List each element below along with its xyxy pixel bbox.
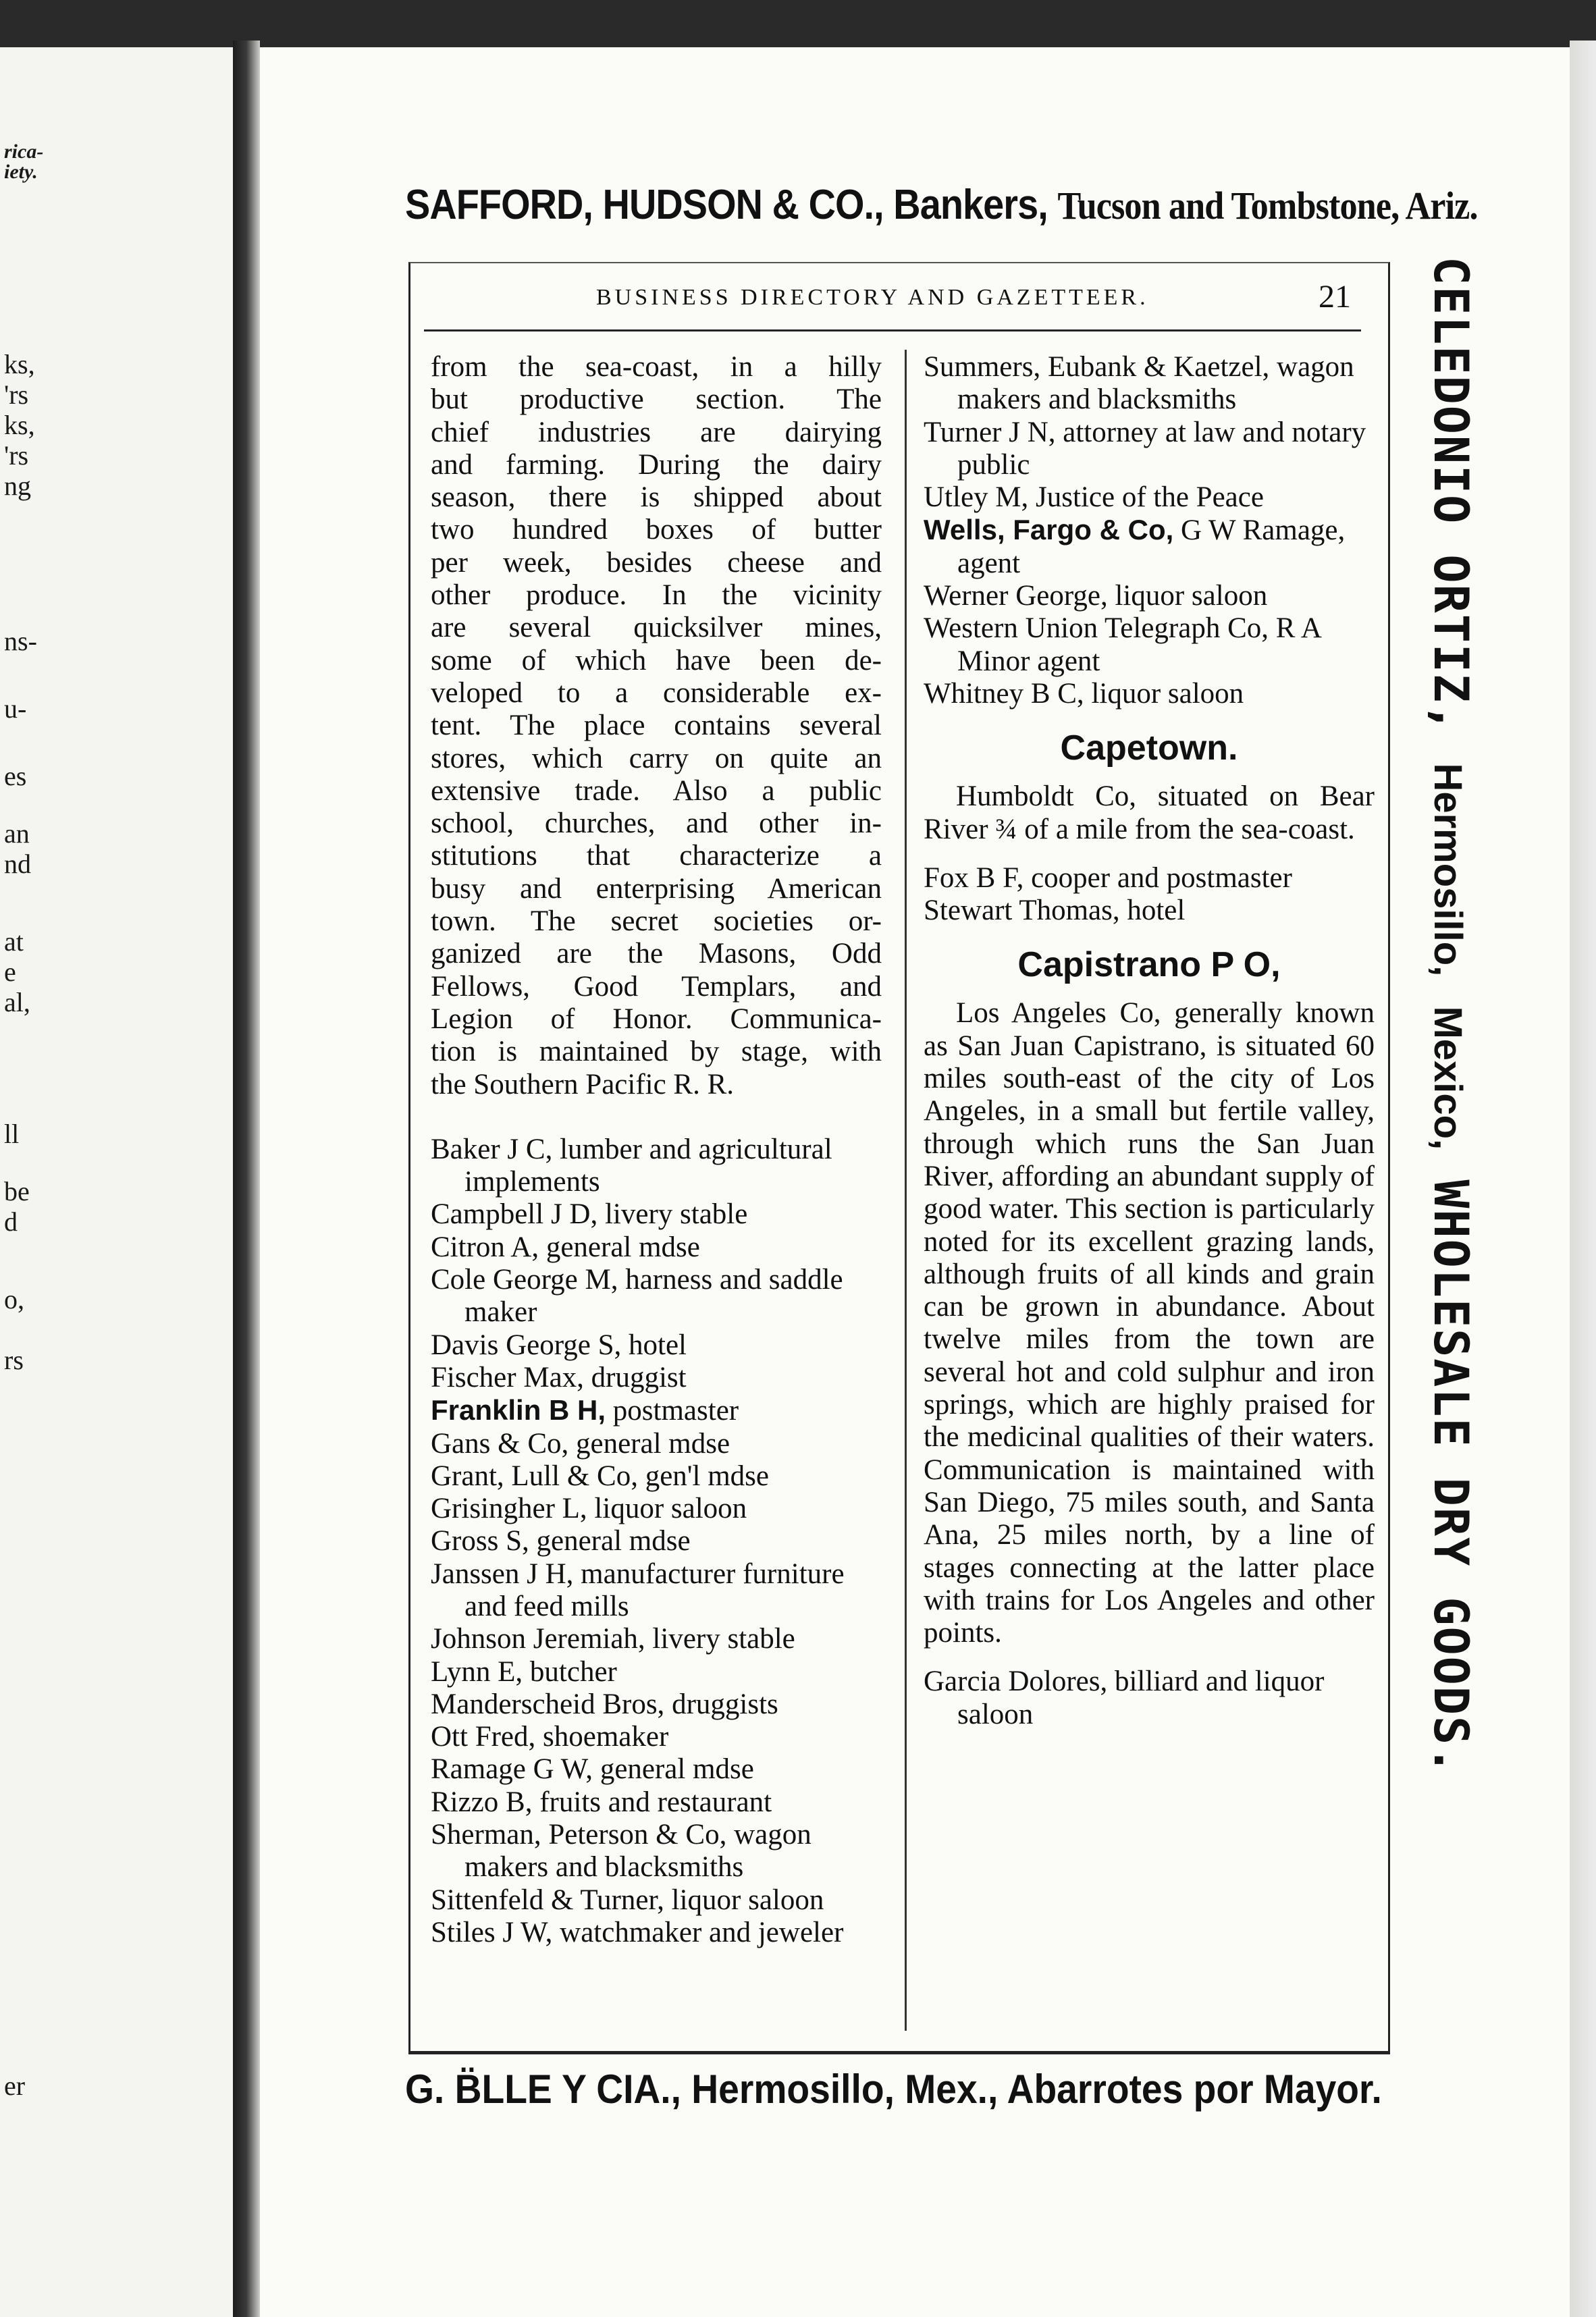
left-page-fragment: d [4,1206,18,1237]
entry-name: Lynn E, [431,1655,523,1688]
entry-name: Johnson Jeremiah, [431,1623,645,1655]
page-title: BUSINESS DIRECTORY AND GAZETTEER. [596,285,1149,310]
entry-description: shoemaker [535,1721,669,1753]
directory-entry [431,1134,882,1199]
intro-line: busy and enterprising American [431,872,882,905]
left-page-fragment: at [4,926,24,957]
top-advertisement [405,181,1478,248]
entry-name: Manderscheid Bros, [431,1688,665,1720]
entry-name: Janssen J H, [431,1557,574,1590]
intro-line: Legion of Honor. Communica- [431,1003,882,1035]
entry-description: livery stable [645,1623,795,1655]
entry-description: fruits and restaurant [532,1786,772,1818]
left-page-fragment: 'rs [4,440,29,471]
directory-entry [431,1394,882,1427]
page-number: 21 [1319,279,1351,315]
entry-description: liquor saloon [1084,677,1244,710]
entry-description: general mdse [539,1231,700,1263]
side-ad-business: WHOLESALE DRY GOODS. [1423,1179,1479,1776]
entry-description: butcher [523,1655,617,1688]
intro-line: but productive section. The [431,383,882,416]
entry-description: postmaster [606,1395,739,1427]
entry-description: watchmaker and jeweler [552,1916,844,1948]
directory-entry [431,1917,882,1949]
entry-name: Ramage G W, [431,1753,593,1786]
entry-name: Ott Fred, [431,1721,536,1753]
page-header [410,263,1388,331]
left-page-fragment: ks, [4,410,35,440]
entry-description: wagon makers and blacksmiths [464,1819,812,1884]
left-page-fragment: o, [4,1284,24,1314]
directory-frame [408,262,1390,2054]
intro-line: chief industries are dairying [431,416,882,448]
directory-entry [431,1786,882,1819]
directory-entry [924,678,1375,710]
intro-line: extensive trade. Also a public [431,774,882,807]
entry-name: Werner George, [924,580,1108,612]
left-page-fragment: ns- [4,626,37,656]
entry-description: billiard and liquor saloon [957,1666,1325,1730]
side-ad-city: Hermosillo, [1426,763,1470,977]
directory-entry [431,1460,882,1493]
entry-description: livery stable [597,1198,748,1231]
capistrano-entries-list [924,1666,1375,1731]
left-page-fragment: e [4,957,16,987]
entry-name: Whitney B C, [924,677,1084,710]
entry-description: cooper and postmaster [1023,861,1292,894]
column-divider [905,350,907,2031]
left-page-fragment: an [4,818,30,849]
capetown-entries-list [924,862,1375,928]
entry-description: R A Minor agent [957,612,1321,677]
directory-entry [431,1656,882,1688]
entry-name: Western Union Telegraph Co, [924,612,1269,645]
side-advertisement [1418,257,1479,2079]
left-page-fragment: nd [4,849,31,879]
directory-entry [431,1753,882,1786]
entry-description: general mdse [593,1753,754,1786]
entry-name: Franklin B H, [431,1394,606,1427]
left-page-fragment: ks, [4,349,35,379]
entry-name: Summers, Eubank & Kaetzel, [924,351,1270,383]
intro-line: tion is maintained by stage, with [431,1036,882,1068]
entry-name: Cole George M, [431,1264,618,1296]
right-page-edge [1570,41,1596,2317]
entry-name: Turner J N, [924,416,1056,448]
left-page-fragment: es [4,761,27,791]
header-rule [424,329,1361,331]
entry-description: attorney at law and notary public [957,416,1366,481]
directory-entry [431,1231,882,1264]
left-page-edge [0,47,233,2317]
entry-name: Citron A, [431,1231,539,1263]
entry-name: Rizzo B, [431,1786,533,1818]
left-page-fragment: 'rs [4,379,29,410]
intro-line: from the sea-coast, in a hilly [431,351,882,383]
entry-description: hotel [621,1329,687,1361]
directory-entry [431,1493,882,1525]
entry-name: Gross S, [431,1525,529,1557]
left-column [431,351,882,1949]
intro-line: Fellows, Good Templars, and [431,970,882,1003]
entry-name: Fox B F, [924,861,1024,894]
directory-entry [431,1558,882,1624]
entry-name: Garcia Dolores, [924,1666,1108,1698]
entry-description: general mdse [529,1525,691,1557]
entry-name: Grant, Lull & Co, [431,1460,638,1492]
left-page-fragment: ll [4,1119,20,1149]
intro-line: are several quicksilver mines, [431,612,882,644]
left-page-fragment: al, [4,987,30,1017]
left-page-fragment: ng [4,471,31,501]
right-entries-list [924,351,1375,710]
intro-line: per week, besides cheese and [431,546,882,579]
intro-line: the Southern Pacific R. R. [431,1068,735,1100]
entry-description: Justice of the Peace [1028,481,1264,514]
directory-entry [924,862,1375,895]
entry-name: Wells, Fargo & Co, [924,514,1174,546]
directory-entry [431,1623,882,1655]
entry-description: lumber and agricultural implements [464,1133,832,1198]
entry-description: liquor saloon [587,1493,747,1525]
left-page-fragment: er [4,2071,26,2101]
entry-description: druggists [664,1688,778,1720]
entry-name: Sittenfeld & Turner, [431,1884,664,1916]
intro-line: veloped to a considerable ex- [431,676,882,709]
directory-entry [924,1666,1375,1731]
entry-description: hotel [1119,895,1186,927]
entry-description: harness and saddle maker [464,1264,843,1329]
intro-line: season, there is shipped about [431,481,882,514]
capistrano-description: Los Angeles Co, generally known as San Juan Capistrano, is situated 60 miles south-east of the city of Los Angeles, in a small but fertile valley, through which runs the San Juan River, affording an abundant supply of good water. This section is particularly noted for its excellent grazing lands, although fruits of all kinds and grain can be grown in abundance. About twelve miles from the town are several hot and cold sulphur and iron springs, which are highly praised for the medicinal qualities of their waters. Communication is maintained with San Diego, 75 miles south, and Santa Ana, 25 miles north, by a line of stages connecting at the latter place with trains for Los Angeles and other points. [924,997,1375,1649]
entry-name: Utley M, [924,481,1029,514]
intro-line: and farming. During the dairy [431,448,882,481]
left-page-fragment: u- [4,693,27,724]
bottom-advertisement: G. B̈LLE Y CIA., Hermosillo, Mex., Abarrotes por Mayor. [405,2067,1382,2112]
directory-entry [431,1525,882,1557]
directory-entry [924,580,1375,612]
directory-entry [924,612,1375,678]
left-entries-list [431,1134,882,1949]
directory-entry [924,895,1375,927]
capetown-description: Humboldt Co, situated on Bear River ¾ of a mile from the sea-coast. [924,780,1375,845]
entry-description: liquor saloon [1107,580,1268,612]
intro-line: stitutions that characterize a [431,840,882,872]
entry-name: Baker J C, [431,1133,553,1165]
directory-entry [431,1198,882,1231]
right-column [924,351,1375,1731]
left-page-fragment: iety. [4,161,38,183]
side-ad-country: Mexico, [1426,1006,1470,1150]
entry-description: G W Ramage, agent [957,514,1346,579]
entry-description: manufacturer furniture and feed mills [464,1557,845,1622]
directory-entry [431,1264,882,1329]
directory-entry [431,1428,882,1460]
book-binding [233,41,260,2317]
capetown-heading: Capetown. [1060,728,1238,768]
entry-name: Gans & Co, [431,1427,569,1460]
directory-entry [431,1362,882,1394]
top-ad-firm: SAFFORD, HUDSON & CO., Bankers, [405,182,1048,228]
top-ad-cities: Tucson and Tombstone, Ariz. [1057,184,1478,228]
directory-entry [924,514,1375,580]
directory-entry [924,351,1375,417]
left-page-fragment: rs [4,1345,24,1375]
intro-paragraph [431,351,882,1101]
intro-line: school, churches, and other in- [431,807,882,840]
intro-line: ganized are the Masons, Odd [431,938,882,970]
directory-entry [431,1688,882,1721]
entry-description: gen'l mdse [637,1460,769,1492]
entry-name: Davis George S, [431,1329,622,1361]
directory-entry [431,1721,882,1753]
intro-line: other produce. In the vicinity [431,579,882,612]
entry-name: Fischer Max, [431,1361,584,1393]
entry-description: general mdse [568,1427,730,1460]
intro-line: two hundred boxes of butter [431,514,882,546]
side-ad-name: CELEDONIO ORTIZ, [1423,257,1479,734]
directory-entry [431,1819,882,1884]
directory-entry [924,417,1375,482]
left-page-fragment: rica- [4,140,44,163]
directory-entry [431,1329,882,1362]
entry-description: druggist [583,1361,687,1393]
entry-description: liquor saloon [664,1884,824,1916]
capistrano-heading: Capistrano P O, [1017,945,1281,985]
entry-name: Sherman, Peterson & Co, [431,1819,727,1851]
entry-name: Stiles J W, [431,1916,553,1948]
left-page-fragment: be [4,1176,30,1206]
entry-name: Campbell J D, [431,1198,598,1231]
entry-description: wagon makers and blacksmiths [957,351,1354,416]
intro-line: stores, which carry on quite an [431,742,882,774]
entry-name: Stewart Thomas, [924,895,1120,927]
intro-line: some of which have been de- [431,644,882,676]
directory-entry [924,481,1375,514]
entry-name: Grisingher L, [431,1493,587,1525]
intro-line: tent. The place contains several [431,710,882,742]
intro-line: town. The secret societies or- [431,905,882,938]
directory-entry [431,1884,882,1917]
